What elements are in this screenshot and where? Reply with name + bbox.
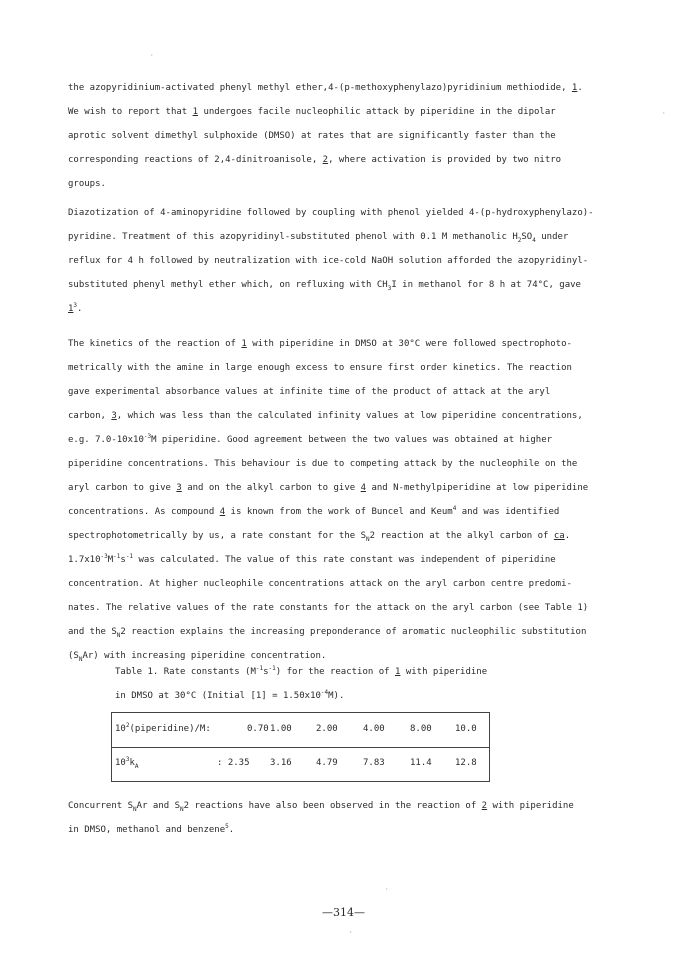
table-caption-line-2: in DMSO at 30°C (Initial $[1] = 1.50x10^{-4}M$). <box>115 689 345 701</box>
text-line: concentration. At higher nucleophile concentrations attack on the aryl carbon centre predomi- <box>68 579 572 589</box>
text-line: reflux for 4 h followed by neutralization with ice-cold NaOH solution afforded the azopyridinyl- <box>68 256 589 266</box>
paragraph-intro <box>68 76 620 196</box>
table-cell: 4.00 <box>363 724 385 734</box>
text-line: spectrophotometrically by us, a rate constant for the $S_N2$ reaction at the alkyl carbon of ca. <box>68 531 571 543</box>
text-line: $1.7x10^{-3}M^{-1}s^{-1}$ was calculated. The value of this rate constant was independent of piperidine <box>68 553 556 565</box>
table-cell: 0.70 <box>247 724 269 734</box>
text-line: carbon, 3, which was less than the calculated infinity values at low piperidine concentrations, <box>68 411 583 421</box>
text-line: corresponding reactions of 2,4-dinitroanisole, 2, where activation is provided by two nitro <box>68 155 562 165</box>
table-row-concentration <box>112 713 489 748</box>
scan-speck: · <box>150 52 154 59</box>
text-line: aprotic solvent dimethyl sulphoxide (DMSO) at rates that are significantly faster than the <box>68 131 556 141</box>
table-cell: 8.00 <box>410 724 432 734</box>
table-caption-line-1: Table 1. Rate constants $(M^{-1}s^{-1})$ for the reaction of 1 with piperidine <box>115 665 488 677</box>
paragraph-synthesis <box>68 201 620 321</box>
table-cell: 1.00 <box>270 724 292 734</box>
text-line: We wish to report that 1 undergoes facile nucleophilic attack by piperidine in the dipolar <box>68 107 556 117</box>
scan-speck: · <box>349 929 353 936</box>
table-cell: 11.4 <box>410 758 432 768</box>
row-label-rate-constant: $10^3k_A$ <box>115 756 139 770</box>
text-line: pyridine. Treatment of this azopyridinyl-substituted phenol with 0.1 M methanolic $H_2SO_4$ under <box>68 232 569 244</box>
text-line: piperidine concentrations. This behaviour is due to competing attack by the nucleophile on the <box>68 459 578 469</box>
text-line: and the $S_N2$ reaction explains the increasing preponderance of aromatic nucleophilic substitution <box>68 627 587 639</box>
text-line: Concurrent $S_NAr$ and $S_N2$ reactions have also been observed in the reaction of 2 with piperidine <box>68 801 574 813</box>
table-cell: 2.00 <box>316 724 338 734</box>
table-cell: 3.16 <box>270 758 292 768</box>
table-cell: 10.0 <box>455 724 477 734</box>
text-line: substituted phenyl methyl ether which, on refluxing with $CH_3I$ in methanol for 8 h at 74°C, gave <box>68 280 581 292</box>
paragraph-kinetics <box>68 332 620 668</box>
text-line: in DMSO, methanol and benzene$^5$. <box>68 823 235 835</box>
rate-constants-table <box>111 712 490 782</box>
text-line: $1^3$. <box>68 302 83 314</box>
text-line: metrically with the amine in large enough excess to ensure first order kinetics. The reaction <box>68 363 572 373</box>
scan-speck: · <box>662 110 666 117</box>
text-line: concentrations. As compound 4 is known from the work of Buncel and Keum$^4$ and was identified <box>68 505 560 517</box>
table-cell: : 2.35 <box>217 758 250 768</box>
text-line: nates. The relative values of the rate constants for the attack on the aryl carbon (see Table 1) <box>68 603 589 613</box>
table-cell: 4.79 <box>316 758 338 768</box>
page-number: —314— <box>322 906 365 919</box>
text-line: the azopyridinium-activated phenyl methyl ether,4-(p-methoxyphenylazo)pyridinium methiodide, 1. <box>68 83 583 93</box>
text-line: $(S_NAr)$ with increasing piperidine concentration. <box>68 651 327 663</box>
scan-speck: · <box>385 886 389 893</box>
row-label-concentration: $10^2(piperidine)/M$: <box>115 722 211 734</box>
text-line: The kinetics of the reaction of 1 with piperidine in DMSO at 30°C were followed spectrophoto- <box>68 339 572 349</box>
text-line: gave experimental absorbance values at infinite time of the product of attack at the aryl <box>68 387 551 397</box>
table-row-rate-constant <box>112 747 489 781</box>
text-line: e.g. $7.0-10x10^{-3}M$ piperidine. Good agreement between the two values was obtained at higher <box>68 433 553 445</box>
paragraph-closing <box>68 794 620 842</box>
text-line: Diazotization of 4-aminopyridine followed by coupling with phenol yielded 4-(p-hydroxyphenylazo)- <box>68 208 594 218</box>
table-cell: 7.83 <box>363 758 385 768</box>
table-cell: 12.8 <box>455 758 477 768</box>
text-line: groups. <box>68 179 106 189</box>
text-line: aryl carbon to give 3 and on the alkyl carbon to give 4 and N-methylpiperidine at low piperidine <box>68 483 589 493</box>
